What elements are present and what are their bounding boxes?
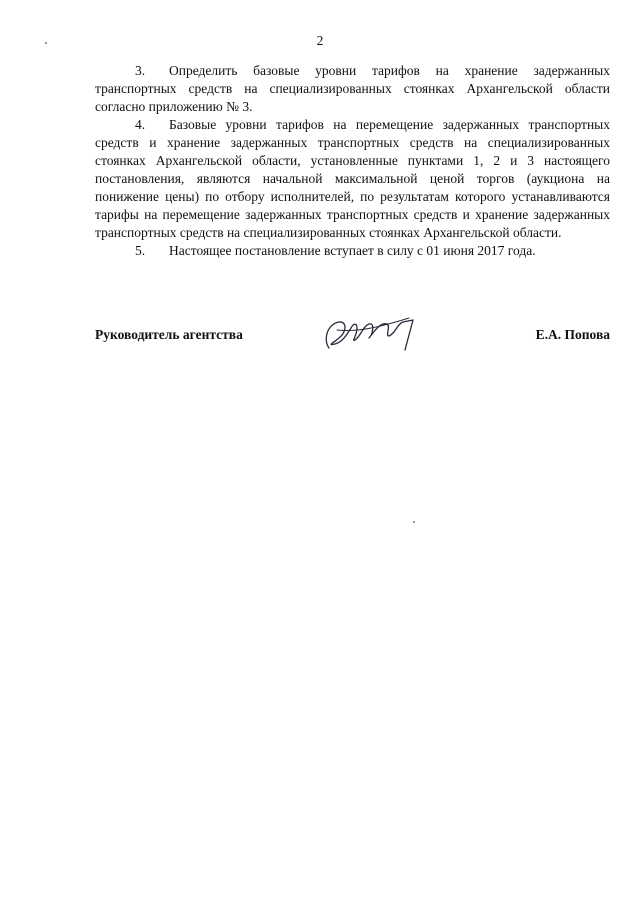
signatory-title: Руководитель агентства [95,327,243,342]
paragraph-number: 5. [135,243,146,258]
paragraph-5 [95,242,610,260]
paragraph-number: 4. [135,117,146,132]
scan-dot [45,42,47,44]
page-number: 2 [316,33,324,48]
paragraph-text: Настоящее постановление вступает в силу с 01 июня 2017 года. [169,243,536,258]
signatory-name: Е.А. Попова [535,327,610,342]
paragraph-4 [95,116,610,242]
scan-dot [413,521,415,523]
paragraph-3 [95,62,610,116]
handwritten-signature [317,310,427,360]
paragraph-text: Определить базовые уровни тарифов на хранение задержанных транспортных средств на специализированных стоянках Архангельской области согласно приложению № 3. [95,63,610,114]
paragraph-text: Базовые уровни тарифов на перемещение задержанных транспортных средств и хранение задержанных транспортных средств на специализированных стоянках Архангельской области, установленные пунктами 1, 2 и 3 настоящего постановления, являются начальной максимальной ценой торгов (аукциона на понижение цены) по отбору исполнителей, по результатам которого устанавливаются тарифы на перемещение задержанных транспортных средств и хранение задержанных транспортных средств на специализированных стоянках Архангельской области. [95,117,610,240]
signature-block [95,318,610,358]
document-body [95,62,610,260]
paragraph-number: 3. [135,63,146,78]
